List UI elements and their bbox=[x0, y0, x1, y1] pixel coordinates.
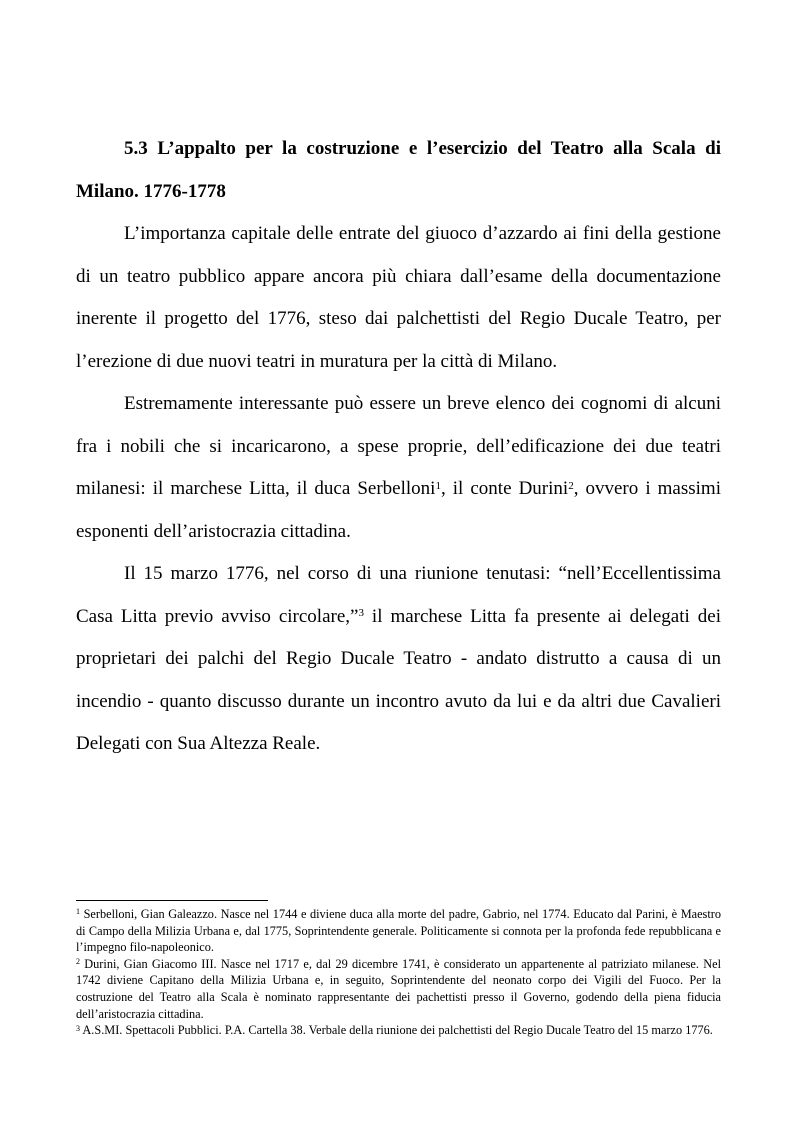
footnote-1 bbox=[76, 906, 721, 956]
section-heading: 5.3 L’appalto per la costruzione e l’esercizio del Teatro alla Scala di Milano. 1776-1778 bbox=[76, 138, 721, 202]
body-text bbox=[76, 213, 721, 766]
footnote-3-number: 3 bbox=[76, 1023, 80, 1033]
footnote-2-number: 2 bbox=[76, 957, 80, 967]
footnote-1-number: 1 bbox=[76, 907, 80, 917]
footnote-3-text: A.S.MI. Spettacoli Pubblici. P.A. Cartella 38. Verbale della riunione dei palchettisti del Regio Ducale Teatro del 15 marzo 1776. bbox=[80, 1023, 713, 1038]
paragraph-3 bbox=[76, 553, 721, 766]
footnotes bbox=[76, 906, 721, 1039]
paragraph-1: L’importanza capitale delle entrate del giuoco d’azzardo ai fini della gestione di un teatro pubblico appare ancora più chiara dall’esame della documentazione inerente il progetto del 1776, steso dai palchettisti del Regio Ducale Teatro, per l’erezione di due nuovi teatri in muratura per la città di Milano. bbox=[76, 223, 721, 372]
footnote-divider bbox=[76, 900, 268, 901]
footnote-3 bbox=[76, 1022, 721, 1039]
paragraph-3-part-b: il marchese Litta fa presente ai delegati dei proprietari dei palchi del Regio Ducale Teatro - andato distrutto a causa di un incendio - quanto discusso durante un incontro avuto da lui e da altri due Cavalieri Delegati con Sua Altezza Reale. bbox=[76, 605, 721, 754]
section-heading-block bbox=[76, 128, 721, 213]
footnote-2-text: Durini, Gian Giacomo III. Nasce nel 1717 e, dal 29 dicembre 1741, è considerato un appartenente al patriziato milanese. Nel 1742 diviene Capitano della Milizia Urbana e, in seguito, Soprintendente del neonato corpo dei Vigili del Fuoco. Per la costruzione del Teatro alla Scala è nominato rappresentante dei pachettisti presso il Governo, godendo della piena fiducia dell’aristocrazia cittadina. bbox=[76, 956, 721, 1021]
footnote-1-text: Serbelloni, Gian Galeazzo. Nasce nel 1744 e diviene duca alla morte del padre, Gabrio, nel 1774. Educato dal Parini, è Maestro di Campo della Milizia Urbana e, dal 1775, Soprintendente generale. Politicamente si connota per la profonda fede repubblicana e l’impegno filo-napoleonico. bbox=[76, 907, 721, 955]
paragraph-2-part-a: Estremamente interessante può essere un breve elenco dei cognomi di alcuni fra i nobili che si incaricarono, a spese proprie, dell’edificazione dei due teatri milanesi: il marchese Litta, il duca Serbelloni bbox=[76, 393, 721, 499]
paragraph-2 bbox=[76, 383, 721, 553]
footnote-ref-1[interactable]: 1 bbox=[435, 479, 441, 492]
paragraph-3-part-a: Il 15 marzo 1776, nel corso di una riunione tenutasi: “nell’Eccellentissima Casa Litta previo avviso circolare,” bbox=[76, 563, 721, 627]
footnote-ref-2[interactable]: 2 bbox=[568, 479, 574, 492]
paragraph-2-part-b: , il conte Durini bbox=[440, 478, 569, 499]
footnote-2 bbox=[76, 956, 721, 1022]
footnote-ref-3[interactable]: 3 bbox=[358, 607, 364, 619]
paragraph-2-part-c: , ovvero i massimi esponenti dell’aristocrazia cittadina. bbox=[76, 478, 721, 542]
